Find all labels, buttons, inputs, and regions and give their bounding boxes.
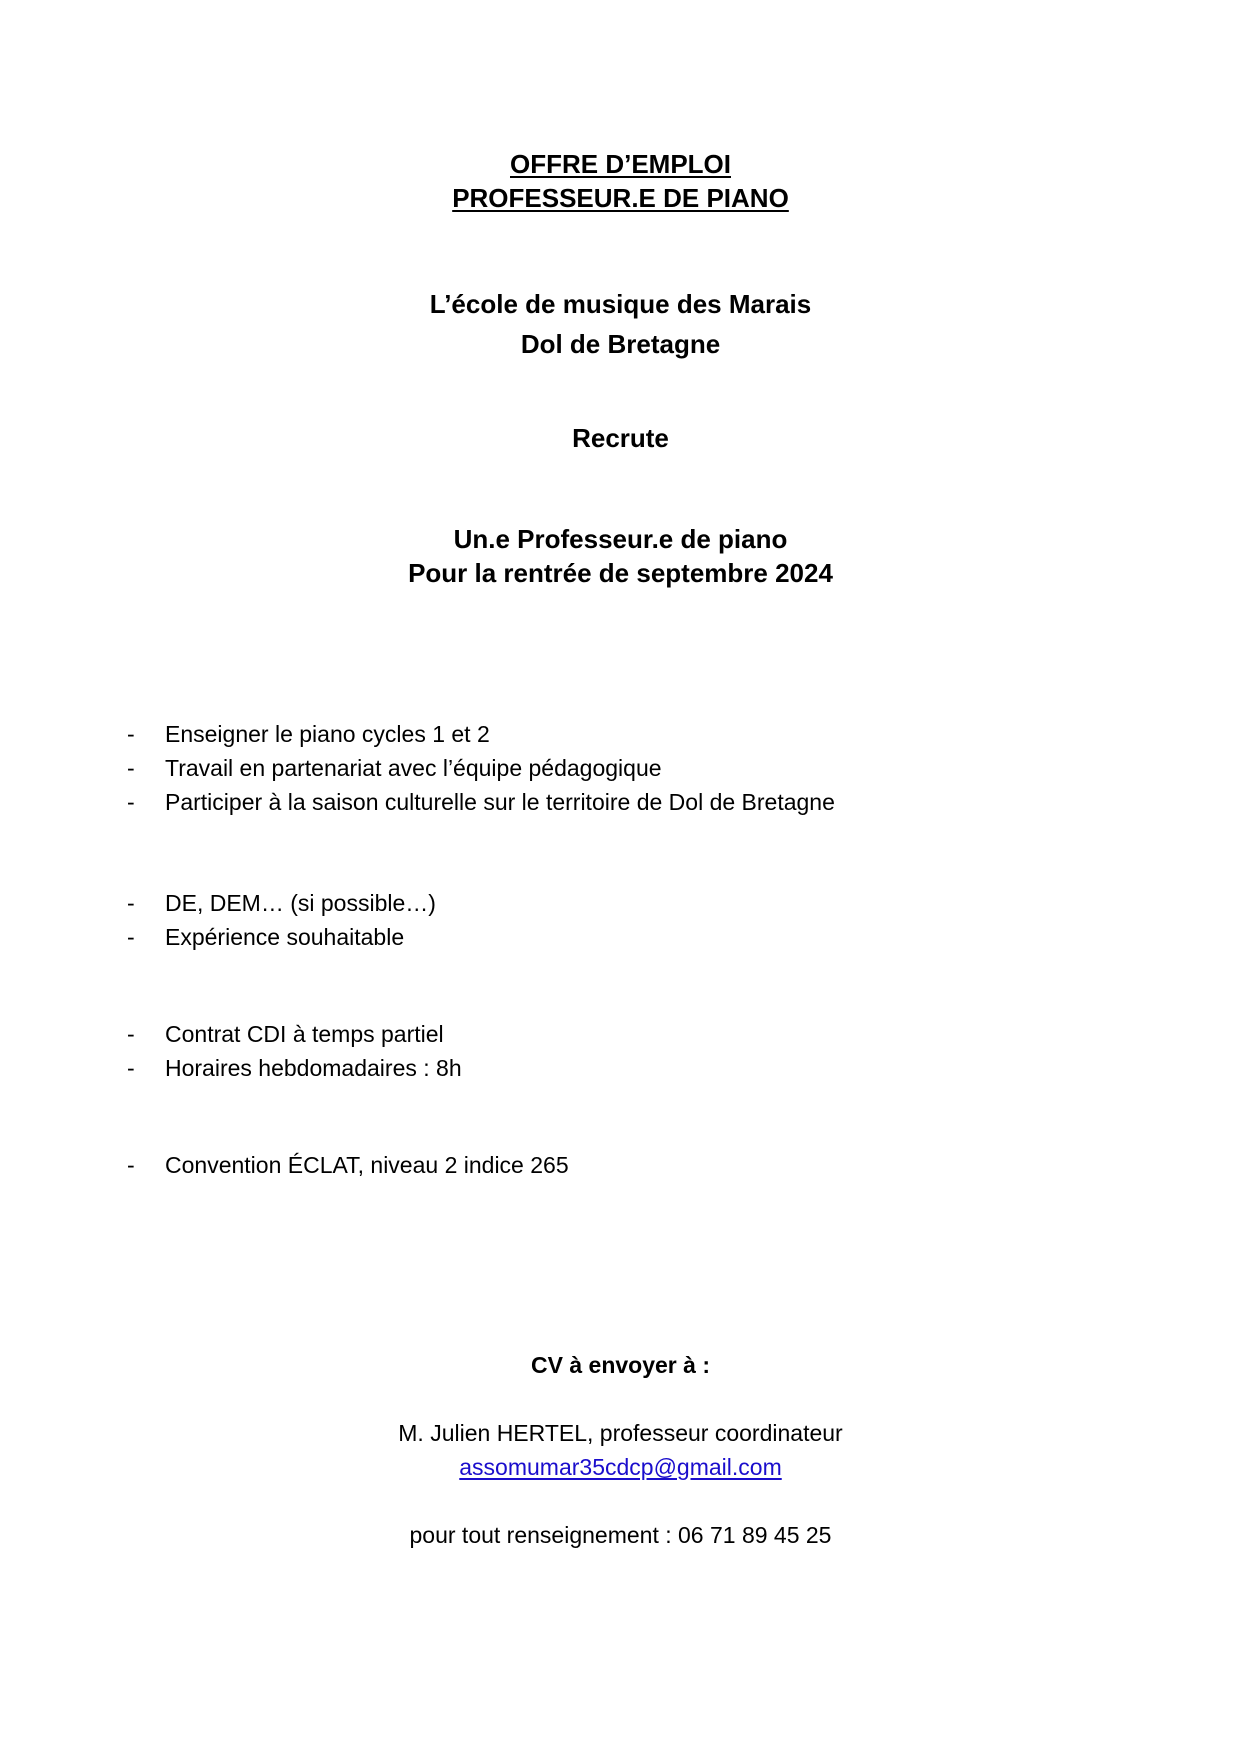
list-item — [0, 1148, 1241, 1182]
phone-info: pour tout renseignement : 06 71 89 45 25 — [409, 1522, 832, 1548]
list-item — [0, 1017, 1241, 1051]
position-title: Un.e Professeur.e de piano — [453, 524, 788, 554]
convention-list — [0, 1148, 1241, 1182]
profile-list — [0, 886, 1241, 954]
position-start-date: Pour la rentrée de septembre 2024 — [408, 558, 833, 588]
contract-text: Horaires hebdomadaires : 8h — [165, 1055, 462, 1081]
profile-text: DE, DEM… (si possible…) — [165, 890, 436, 916]
list-item — [0, 1051, 1241, 1085]
list-item — [0, 717, 1241, 751]
convention-text: Convention ÉCLAT, niveau 2 indice 265 — [165, 1152, 569, 1178]
mission-text: Travail en partenariat avec l’équipe pédagogique — [165, 755, 662, 781]
email-line — [0, 1450, 1241, 1484]
bullet-dash: - — [127, 789, 135, 815]
employer-location: Dol de Bretagne — [520, 329, 721, 359]
list-item — [0, 785, 1241, 819]
contract-text: Contrat CDI à temps partiel — [165, 1021, 444, 1047]
recruits-heading: Recrute — [572, 423, 669, 453]
cv-heading: CV à envoyer à : — [531, 1352, 710, 1378]
bullet-dash: - — [127, 890, 135, 916]
email-link[interactable]: assomumar35cdcp@gmail.com — [459, 1454, 782, 1480]
list-item — [0, 751, 1241, 785]
bullet-dash: - — [127, 1152, 135, 1178]
mission-text: Enseigner le piano cycles 1 et 2 — [165, 721, 490, 747]
bullet-dash: - — [127, 755, 135, 781]
offer-title: OFFRE D’EMPLOI — [510, 149, 731, 179]
profile-text: Expérience souhaitable — [165, 924, 405, 950]
mission-text: Participer à la saison culturelle sur le territoire de Dol de Bretagne — [165, 789, 835, 815]
list-item — [0, 920, 1241, 954]
missions-list — [0, 717, 1241, 819]
bullet-dash: - — [127, 924, 135, 950]
bullet-dash: - — [127, 1021, 135, 1047]
contact-person: M. Julien HERTEL, professeur coordinateur — [398, 1420, 843, 1446]
list-item — [0, 886, 1241, 920]
contract-list — [0, 1017, 1241, 1085]
offer-subtitle: PROFESSEUR.E DE PIANO — [452, 183, 789, 213]
bullet-dash: - — [127, 1055, 135, 1081]
employer-name: L’école de musique des Marais — [429, 289, 812, 319]
bullet-dash: - — [127, 721, 135, 747]
